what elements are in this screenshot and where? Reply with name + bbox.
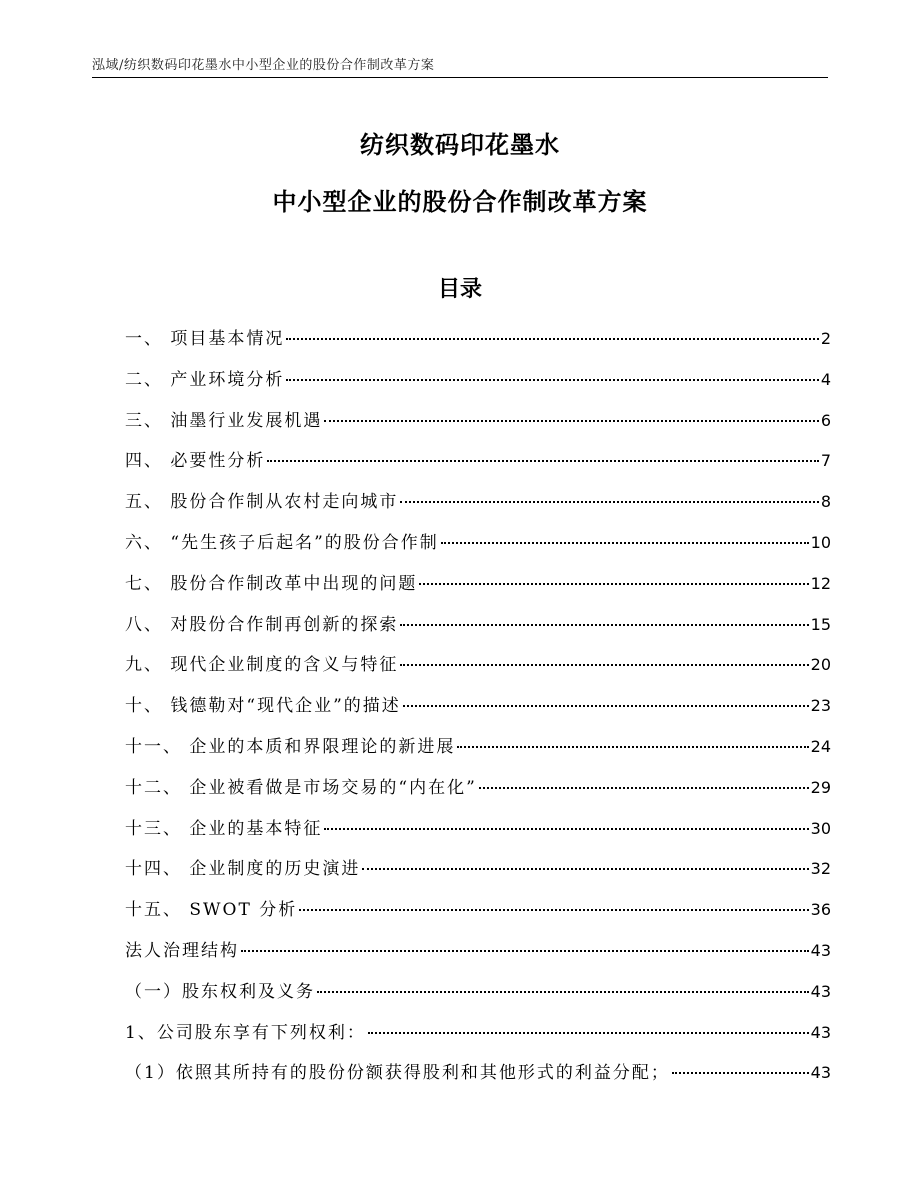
toc-entry-label: 七、 股份合作制改革中出现的问题 [125, 573, 418, 594]
toc-entry[interactable] [125, 650, 831, 691]
toc-entry[interactable] [125, 610, 831, 651]
document-title-line-2: 中小型企业的股份合作制改革方案 [272, 188, 648, 216]
toc-entry[interactable] [125, 895, 831, 936]
toc-heading: 目录 [437, 277, 482, 302]
toc-entry-label: （一）股东权利及义务 [125, 981, 315, 1002]
toc-entry-page: 8 [820, 492, 831, 512]
toc-leader-dots [457, 746, 808, 748]
header-rule [92, 77, 828, 78]
toc-entry[interactable] [125, 732, 831, 773]
toc-entry-page: 32 [810, 859, 831, 879]
toc-leader-dots [400, 624, 808, 626]
toc-entry-label: 十二、 企业被看做是市场交易的“内在化” [125, 777, 477, 798]
toc-entry-page: 15 [810, 614, 831, 634]
toc-leader-dots [368, 1032, 809, 1034]
toc-leader-dots [299, 909, 808, 911]
toc-entry-page: 36 [810, 900, 831, 920]
toc-entry-label: 五、 股份合作制从农村走向城市 [125, 492, 399, 513]
toc-leader-dots [362, 868, 808, 870]
toc-entry-label: 十四、 企业制度的历史演进 [125, 859, 361, 880]
toc-entry-page: 24 [810, 736, 831, 756]
toc-entry-label: 十五、 SWOT 分析 [125, 900, 298, 921]
toc-entry[interactable] [125, 365, 831, 406]
toc-entry-page: 6 [820, 410, 831, 430]
toc-entry[interactable] [125, 977, 831, 1018]
toc-entry-page: 23 [810, 696, 831, 716]
toc-entry-page: 43 [810, 940, 831, 960]
toc-leader-dots [479, 787, 809, 789]
toc-entry[interactable] [125, 1018, 831, 1059]
toc-entry[interactable] [125, 1058, 831, 1099]
toc-leader-dots [441, 542, 809, 544]
toc-entry-page: 43 [810, 1022, 831, 1042]
toc-entry-label: （1）依照其所持有的股份份额获得股利和其他形式的利益分配； [125, 1063, 670, 1084]
toc-entry-label: 十一、 企业的本质和界限理论的新进展 [125, 736, 456, 757]
toc-entry-label: 四、 必要性分析 [125, 451, 266, 472]
toc-entry[interactable] [125, 446, 831, 487]
toc-entry-label: 1、公司股东享有下列权利： [125, 1022, 366, 1043]
toc-leader-dots [672, 1072, 809, 1074]
toc-entry-page: 12 [810, 573, 831, 593]
toc-leader-dots [400, 501, 818, 503]
toc-entry-label: 二、 产业环境分析 [125, 369, 285, 390]
toc-entry[interactable] [125, 528, 831, 569]
toc-entry-page: 4 [820, 369, 831, 389]
toc-entry-label: 十、 钱德勒对“现代企业”的描述 [125, 696, 401, 717]
toc-entry-label: 九、 现代企业制度的含义与特征 [125, 655, 399, 676]
toc-entry-page: 43 [810, 1063, 831, 1083]
toc-leader-dots [400, 664, 808, 666]
toc-entry[interactable] [125, 487, 831, 528]
toc-entry-label: 六、 “先生孩子后起名”的股份合作制 [125, 532, 439, 553]
toc-entry-page: 29 [810, 777, 831, 797]
toc-entry-page: 10 [810, 532, 831, 552]
toc-leader-dots [286, 338, 818, 340]
toc-entry[interactable] [125, 854, 831, 895]
toc-leader-dots [267, 460, 818, 462]
toc-entry-page: 2 [820, 329, 831, 348]
toc-entry-page: 20 [810, 655, 831, 675]
toc-entry-page: 30 [810, 818, 831, 838]
toc-entry[interactable] [125, 691, 831, 732]
toc-entry[interactable] [125, 936, 831, 977]
toc-entry-label: 十三、 企业的基本特征 [125, 818, 323, 839]
toc-entry-label: 一、 项目基本情况 [125, 329, 285, 349]
toc-entry-label: 法人治理结构 [125, 940, 239, 961]
running-header: 泓域/纺织数码印花墨水中小型企业的股份合作制改革方案 [92, 58, 435, 73]
toc-entry[interactable] [125, 324, 831, 365]
toc-leader-dots [419, 583, 808, 585]
table-of-contents [125, 324, 831, 1099]
toc-entry-label: 八、 对股份合作制再创新的探索 [125, 614, 399, 635]
toc-leader-dots [317, 991, 809, 993]
toc-entry[interactable] [125, 406, 831, 447]
toc-leader-dots [324, 420, 818, 422]
toc-entry-page: 7 [820, 451, 831, 471]
toc-leader-dots [324, 828, 808, 830]
toc-leader-dots [403, 705, 809, 707]
document-title-line-1: 纺织数码印花墨水 [360, 131, 560, 159]
toc-leader-dots [241, 950, 809, 952]
toc-entry-label: 三、 油墨行业发展机遇 [125, 410, 323, 431]
toc-entry[interactable] [125, 773, 831, 814]
toc-entry[interactable] [125, 814, 831, 855]
toc-entry[interactable] [125, 569, 831, 610]
toc-leader-dots [286, 379, 818, 381]
toc-entry-page: 43 [810, 981, 831, 1001]
